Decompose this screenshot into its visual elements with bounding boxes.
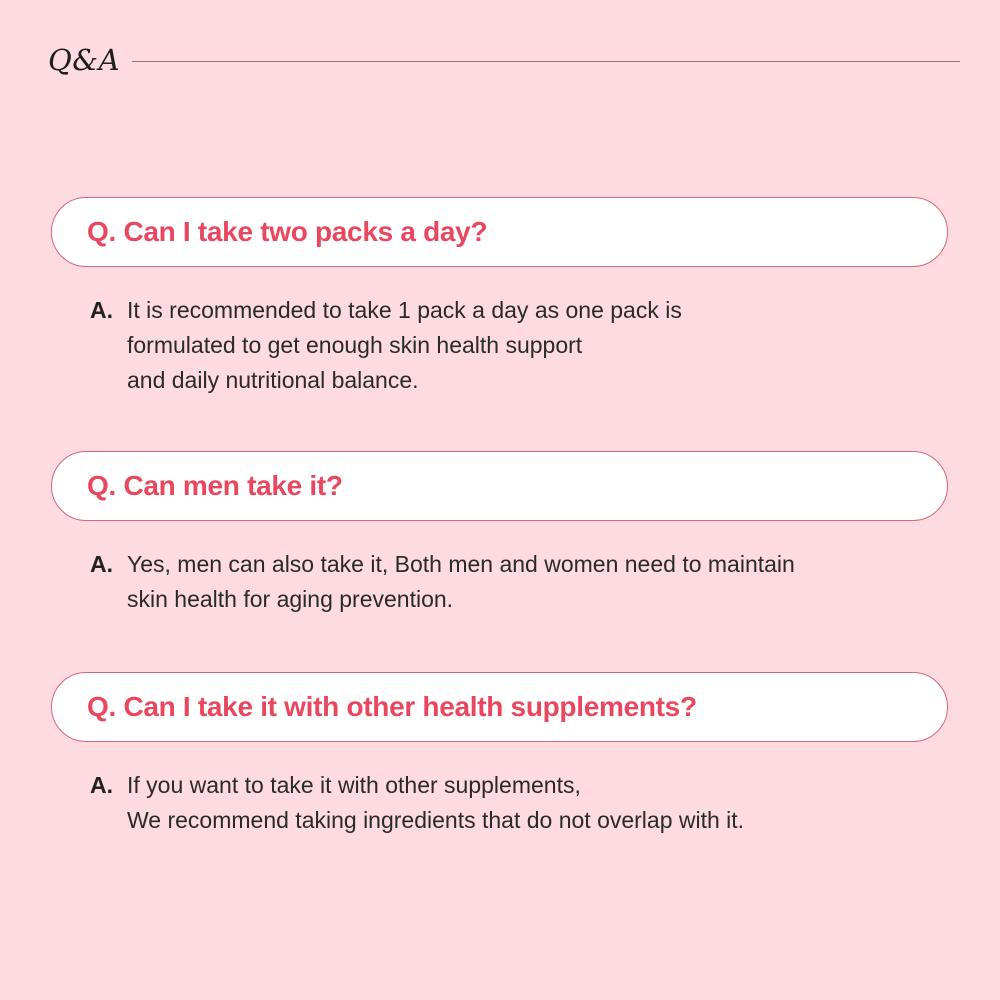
qa-item — [51, 672, 948, 838]
qa-item — [51, 197, 948, 398]
answer-line: It is recommended to take 1 pack a day as one pack is — [127, 297, 682, 323]
answer-block — [51, 768, 948, 838]
answer-line: Yes, men can also take it, Both men and women need to maintain — [127, 551, 795, 577]
question-text: Q. Can I take two packs a day? — [87, 216, 488, 247]
question-box — [51, 197, 948, 267]
page-title: Q&A — [48, 43, 121, 77]
answer-block — [51, 293, 948, 398]
question-box — [51, 451, 948, 521]
answer-prefix: A. — [90, 772, 113, 798]
answer-block — [51, 547, 948, 617]
answer-line: skin health for aging prevention. — [127, 586, 454, 612]
header-divider — [132, 61, 960, 62]
answer-prefix: A. — [90, 551, 113, 577]
question-box — [51, 672, 948, 742]
question-text: Q. Can I take it with other health supplements? — [87, 691, 697, 722]
answer-line: If you want to take it with other supplements, — [127, 772, 581, 798]
answer-line: and daily nutritional balance. — [127, 367, 419, 393]
qa-item — [51, 451, 948, 617]
answer-line: We recommend taking ingredients that do not overlap with it. — [127, 807, 745, 833]
qa-header — [48, 38, 960, 82]
answer-line: formulated to get enough skin health support — [127, 332, 583, 358]
answer-prefix: A. — [90, 297, 113, 323]
question-text: Q. Can men take it? — [87, 470, 343, 501]
